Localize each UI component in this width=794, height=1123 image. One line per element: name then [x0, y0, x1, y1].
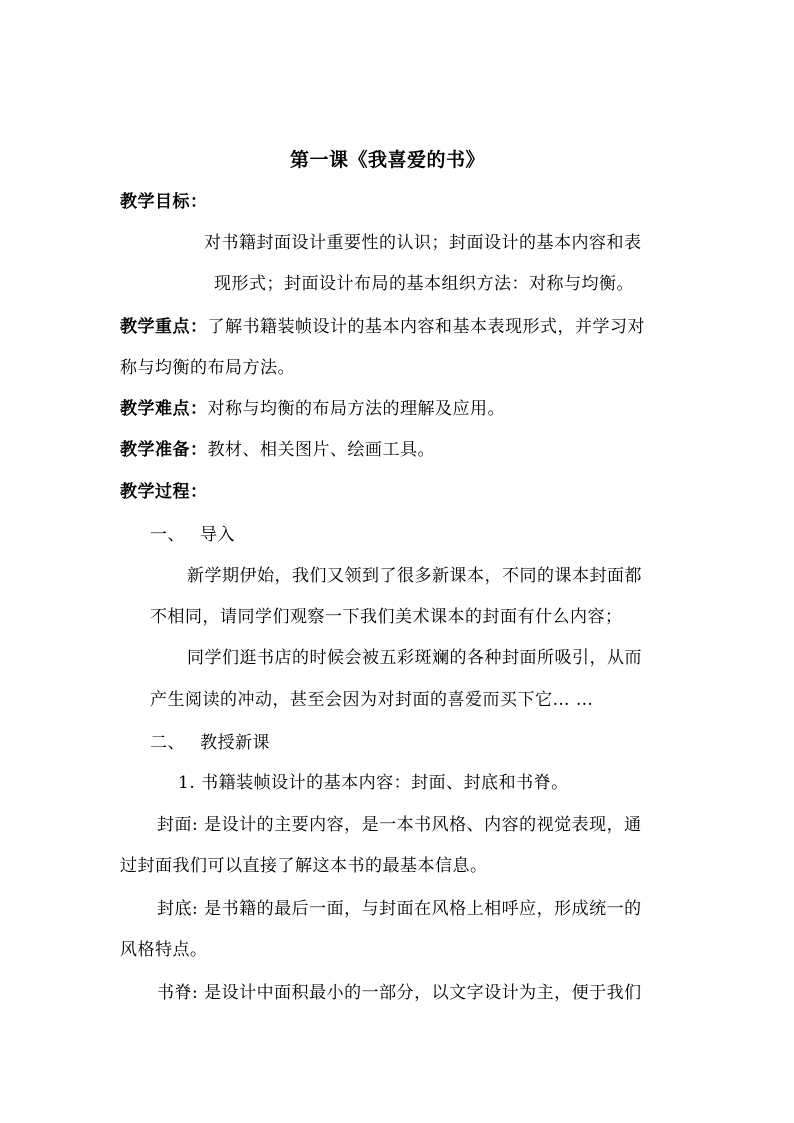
- key-points-label: 教学重点：: [120, 317, 208, 337]
- key-points-line-1: [120, 317, 645, 337]
- key-points-line-2: 称与均衡的布局方法。: [120, 358, 295, 378]
- objectives-heading: 教学目标：: [120, 192, 208, 212]
- key-points-text: 了解书籍装帧设计的基本内容和基本表现形式，并学习对: [207, 317, 645, 337]
- preparation-line: [120, 440, 435, 460]
- cover-line-2: 过封面我们可以直接了解这本书的最基本信息。: [120, 856, 488, 876]
- preparation-text: 教材、相关图片、绘画工具。: [207, 440, 435, 460]
- section-1-p2-line-1: 同学们逛书店的时候会被五彩斑斓的各种封面所吸引，从而: [187, 648, 642, 668]
- section-1-title: 导入: [200, 525, 235, 545]
- preparation-label: 教学准备：: [120, 440, 208, 460]
- section-1-p2-line-2: 产生阅读的冲动，甚至会因为对封面的喜爱而买下它… …: [150, 690, 594, 710]
- objectives-line-2: 现形式；封面设计布局的基本组织方法：对称与均衡。: [214, 274, 634, 294]
- section-1-number: 一、: [150, 525, 185, 545]
- back-cover-line-1: 封底: 是书籍的最后一面，与封面在风格上相呼应，形成统一的: [157, 899, 642, 919]
- spine-line-1: 书脊: 是设计中面积最小的一部分，以文字设计为主，便于我们: [157, 983, 642, 1003]
- section-1-p1-line-2: 不相同，请同学们观察一下我们美术课本的封面有什么内容；: [150, 607, 623, 627]
- cover-line-1: 封面: 是设计的主要内容，是一本书风格、内容的视觉表现，通: [157, 815, 642, 835]
- page-title: 第一课《我喜爱的书》: [290, 149, 486, 171]
- section-2-item-1: 1. 书籍装帧设计的基本内容：封面、封底和书脊。: [178, 773, 569, 793]
- section-2-number: 二、: [150, 733, 185, 753]
- back-cover-line-2: 风格特点。: [120, 940, 208, 960]
- difficulties-line: [120, 399, 505, 419]
- section-1-p1-line-1: 新学期伊始，我们又领到了很多新课本，不同的课本封面都: [187, 566, 642, 586]
- difficulties-label: 教学难点：: [120, 399, 208, 419]
- process-heading: 教学过程：: [120, 482, 208, 502]
- section-2-title: 教授新课: [200, 733, 270, 753]
- difficulties-text: 对称与均衡的布局方法的理解及应用。: [207, 399, 505, 419]
- objectives-line-1: 对书籍封面设计重要性的认识；封面设计的基本内容和表: [204, 233, 642, 253]
